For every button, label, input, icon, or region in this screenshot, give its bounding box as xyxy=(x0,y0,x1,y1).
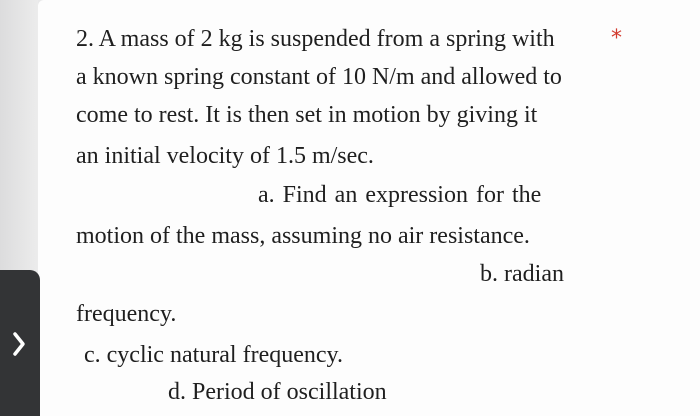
part-a-label: a. Find an expression for the xyxy=(258,182,542,208)
question-line-3: come to rest. It is then set in motion by giving it xyxy=(76,102,538,128)
part-b-label: b. radian xyxy=(480,261,564,287)
question-line-6: motion of the mass, assuming no air resistance. xyxy=(76,223,530,249)
chevron-right-icon xyxy=(9,330,29,358)
question-line-2: a known spring constant of 10 N/m and allowed to xyxy=(76,64,562,90)
required-asterisk: * xyxy=(611,26,622,51)
question-line-8: frequency. xyxy=(76,301,177,327)
part-c-label: c. cyclic natural frequency. xyxy=(84,342,343,368)
question-line-4: an initial velocity of 1.5 m/sec. xyxy=(76,143,374,169)
question-line-1: 2. A mass of 2 kg is suspended from a spring with xyxy=(76,26,555,52)
part-d-label: d. Period of oscillation xyxy=(168,379,387,405)
sidebar-toggle-button[interactable] xyxy=(0,270,40,416)
